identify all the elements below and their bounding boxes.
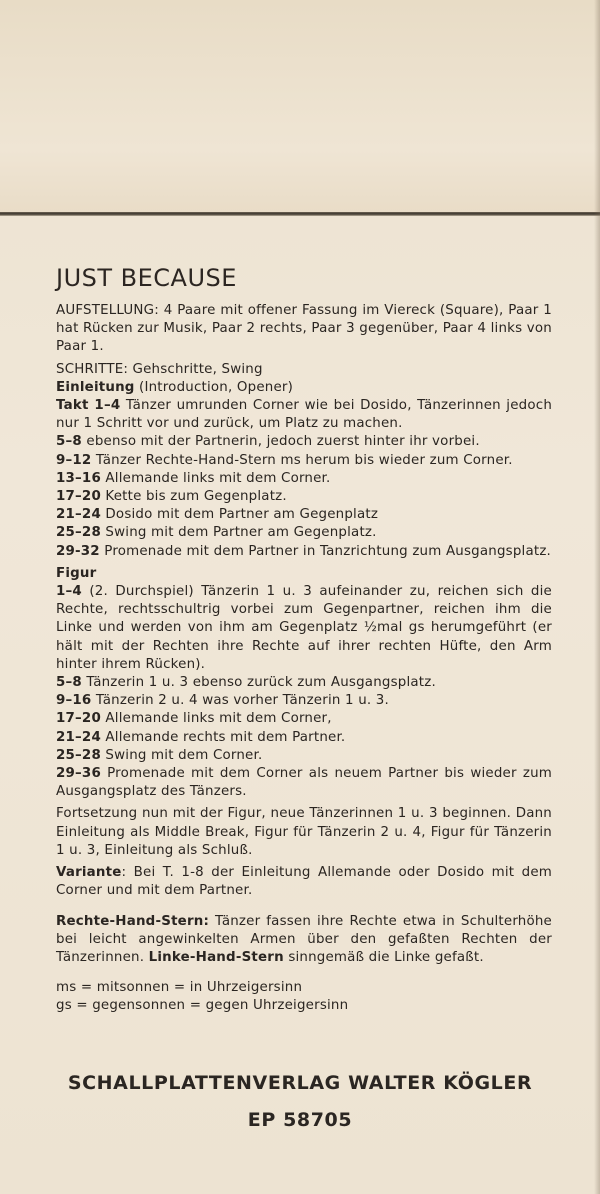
paper-edge-shadow bbox=[594, 0, 600, 1194]
step-text: Promenade mit dem Partner in Tanzrichtung zum Ausgangsplatz. bbox=[99, 543, 552, 559]
intro-heading-label: Einleitung bbox=[56, 379, 135, 395]
step-label: 17–20 bbox=[56, 711, 101, 727]
figure-heading bbox=[56, 565, 552, 583]
step-text: (2. Durchspiel) Tänzerin 1 u. 3 aufeinander zu, reichen sich die Rechte, rechtsschultrig vorbei zum Gegenpartner, reichen ihm die Linke und werden von ihm am Gegenplatz ½mal gs herumgeführt (er hält mit der Rechten ihre Rechte auf ihrer rechten Hüfte, den Arm hinter ihrem Rücken). bbox=[56, 584, 552, 672]
step-text: Kette bis zum Gegenplatz. bbox=[100, 489, 287, 505]
variant-label: Variante bbox=[56, 865, 122, 881]
step-text: Tänzer umrunden Corner wie bei Dosido, Tänzerinnen jedoch nur 1 Schritt vor und zurück, um Platz zu machen. bbox=[56, 398, 552, 432]
step-text: Dosido mit dem Partner am Gegenplatz bbox=[100, 507, 379, 523]
variant-paragraph bbox=[56, 864, 552, 900]
folded-flap bbox=[0, 0, 600, 214]
figure-step bbox=[56, 692, 552, 710]
step-text: Allemande links mit dem Corner, bbox=[100, 711, 332, 727]
fold-line bbox=[0, 212, 600, 216]
step-text: Promenade mit dem Corner als neuem Partner bis wieder zum Ausgangsplatz des Tänzers. bbox=[56, 766, 552, 800]
legend-line: ms = mitsonnen = in Uhrzeigersinn bbox=[56, 980, 303, 996]
star-text: Tänzer fassen ihre Rechte etwa in Schulterhöhe bei leicht angewinkelten Armen über den gefaßten Rechten der Tänzerinnen. bbox=[56, 913, 552, 965]
step-label: 5–8 bbox=[56, 675, 82, 691]
figure-step bbox=[56, 710, 552, 728]
star-paragraph bbox=[56, 913, 552, 968]
page-title: JUST BECAUSE bbox=[56, 264, 237, 292]
step-text: Tänzer Rechte-Hand-Stern ms herum bis wieder zum Corner. bbox=[91, 452, 513, 468]
star-label: Rechte-Hand-Stern: bbox=[56, 913, 210, 929]
step-text: Tänzerin 2 u. 4 was vorher Tänzerin 1 u. 3. bbox=[91, 693, 389, 709]
step-label: 17–20 bbox=[56, 489, 101, 505]
setup-paragraph: AUFSTELLUNG: 4 Paare mit offener Fassung im Viereck (Square), Paar 1 hat Rücken zur Musik, Paar 2 rechts, Paar 3 gegenüber, Paar 4 links von Paar 1. bbox=[56, 303, 552, 355]
catalog-number: EP 58705 bbox=[247, 1109, 353, 1131]
figure-step bbox=[56, 747, 552, 765]
step-label: 29–36 bbox=[56, 766, 101, 782]
legend-line: gs = gegensonnen = gegen Uhrzeigersinn bbox=[56, 998, 349, 1014]
step-label: 25–28 bbox=[56, 747, 101, 763]
step-text: Tänzerin 1 u. 3 ebenso zurück zum Ausgangsplatz. bbox=[81, 675, 436, 691]
step-label: 25–28 bbox=[56, 525, 101, 541]
step-text: Swing mit dem Partner am Gegenplatz. bbox=[100, 525, 377, 541]
figure-heading-label: Figur bbox=[56, 565, 97, 581]
step-label: 9–12 bbox=[56, 452, 92, 468]
step-text: ebenso mit der Partnerin, jedoch zuerst hinter ihr vorbei. bbox=[81, 434, 480, 450]
step-label: 9–16 bbox=[56, 693, 92, 709]
figure-step bbox=[56, 583, 552, 674]
figure-step bbox=[56, 765, 552, 801]
step-label: 29-32 bbox=[56, 543, 100, 559]
intro-step bbox=[56, 543, 552, 561]
step-text: Allemande links mit dem Corner. bbox=[100, 470, 331, 486]
figure-step bbox=[56, 729, 552, 747]
figure-step bbox=[56, 674, 552, 692]
intro-step bbox=[56, 433, 552, 451]
intro-step bbox=[56, 470, 552, 488]
publisher-name: SCHALLPLATTENVERLAG WALTER KÖGLER bbox=[67, 1072, 533, 1094]
intro-step bbox=[56, 506, 552, 524]
star-label-left: Linke-Hand-Stern bbox=[148, 949, 284, 965]
star-text-left: sinngemäß die Linke gefaßt. bbox=[283, 949, 484, 965]
step-label: 5–8 bbox=[56, 434, 82, 450]
step-label: 21–24 bbox=[56, 729, 101, 745]
intro-step bbox=[56, 488, 552, 506]
step-text: Allemande rechts mit dem Partner. bbox=[100, 729, 346, 745]
intro-step bbox=[56, 524, 552, 542]
variant-text: : Bei T. 1-8 der Einleitung Allemande oder Dosido mit dem Corner und mit dem Partner. bbox=[56, 865, 552, 899]
intro-heading bbox=[56, 379, 552, 397]
dance-description bbox=[56, 264, 552, 1016]
step-label: 13–16 bbox=[56, 470, 101, 486]
intro-step bbox=[56, 397, 552, 433]
step-label: 21–24 bbox=[56, 507, 101, 523]
steps-line: SCHRITTE: Gehschritte, Swing bbox=[56, 361, 263, 377]
intro-heading-rest: (Introduction, Opener) bbox=[134, 379, 294, 395]
intro-step bbox=[56, 452, 552, 470]
step-text: Swing mit dem Corner. bbox=[100, 747, 263, 763]
step-label: 1–4 bbox=[56, 584, 82, 600]
step-label: Takt 1–4 bbox=[56, 398, 121, 414]
continuation-paragraph: Fortsetzung nun mit der Figur, neue Tänzerinnen 1 u. 3 beginnen. Dann Einleitung als Middle Break, Figur für Tänzerin 2 u. 4, Figur für Tänzerin 1 u. 3, Einleitung als Schluß. bbox=[56, 806, 552, 858]
